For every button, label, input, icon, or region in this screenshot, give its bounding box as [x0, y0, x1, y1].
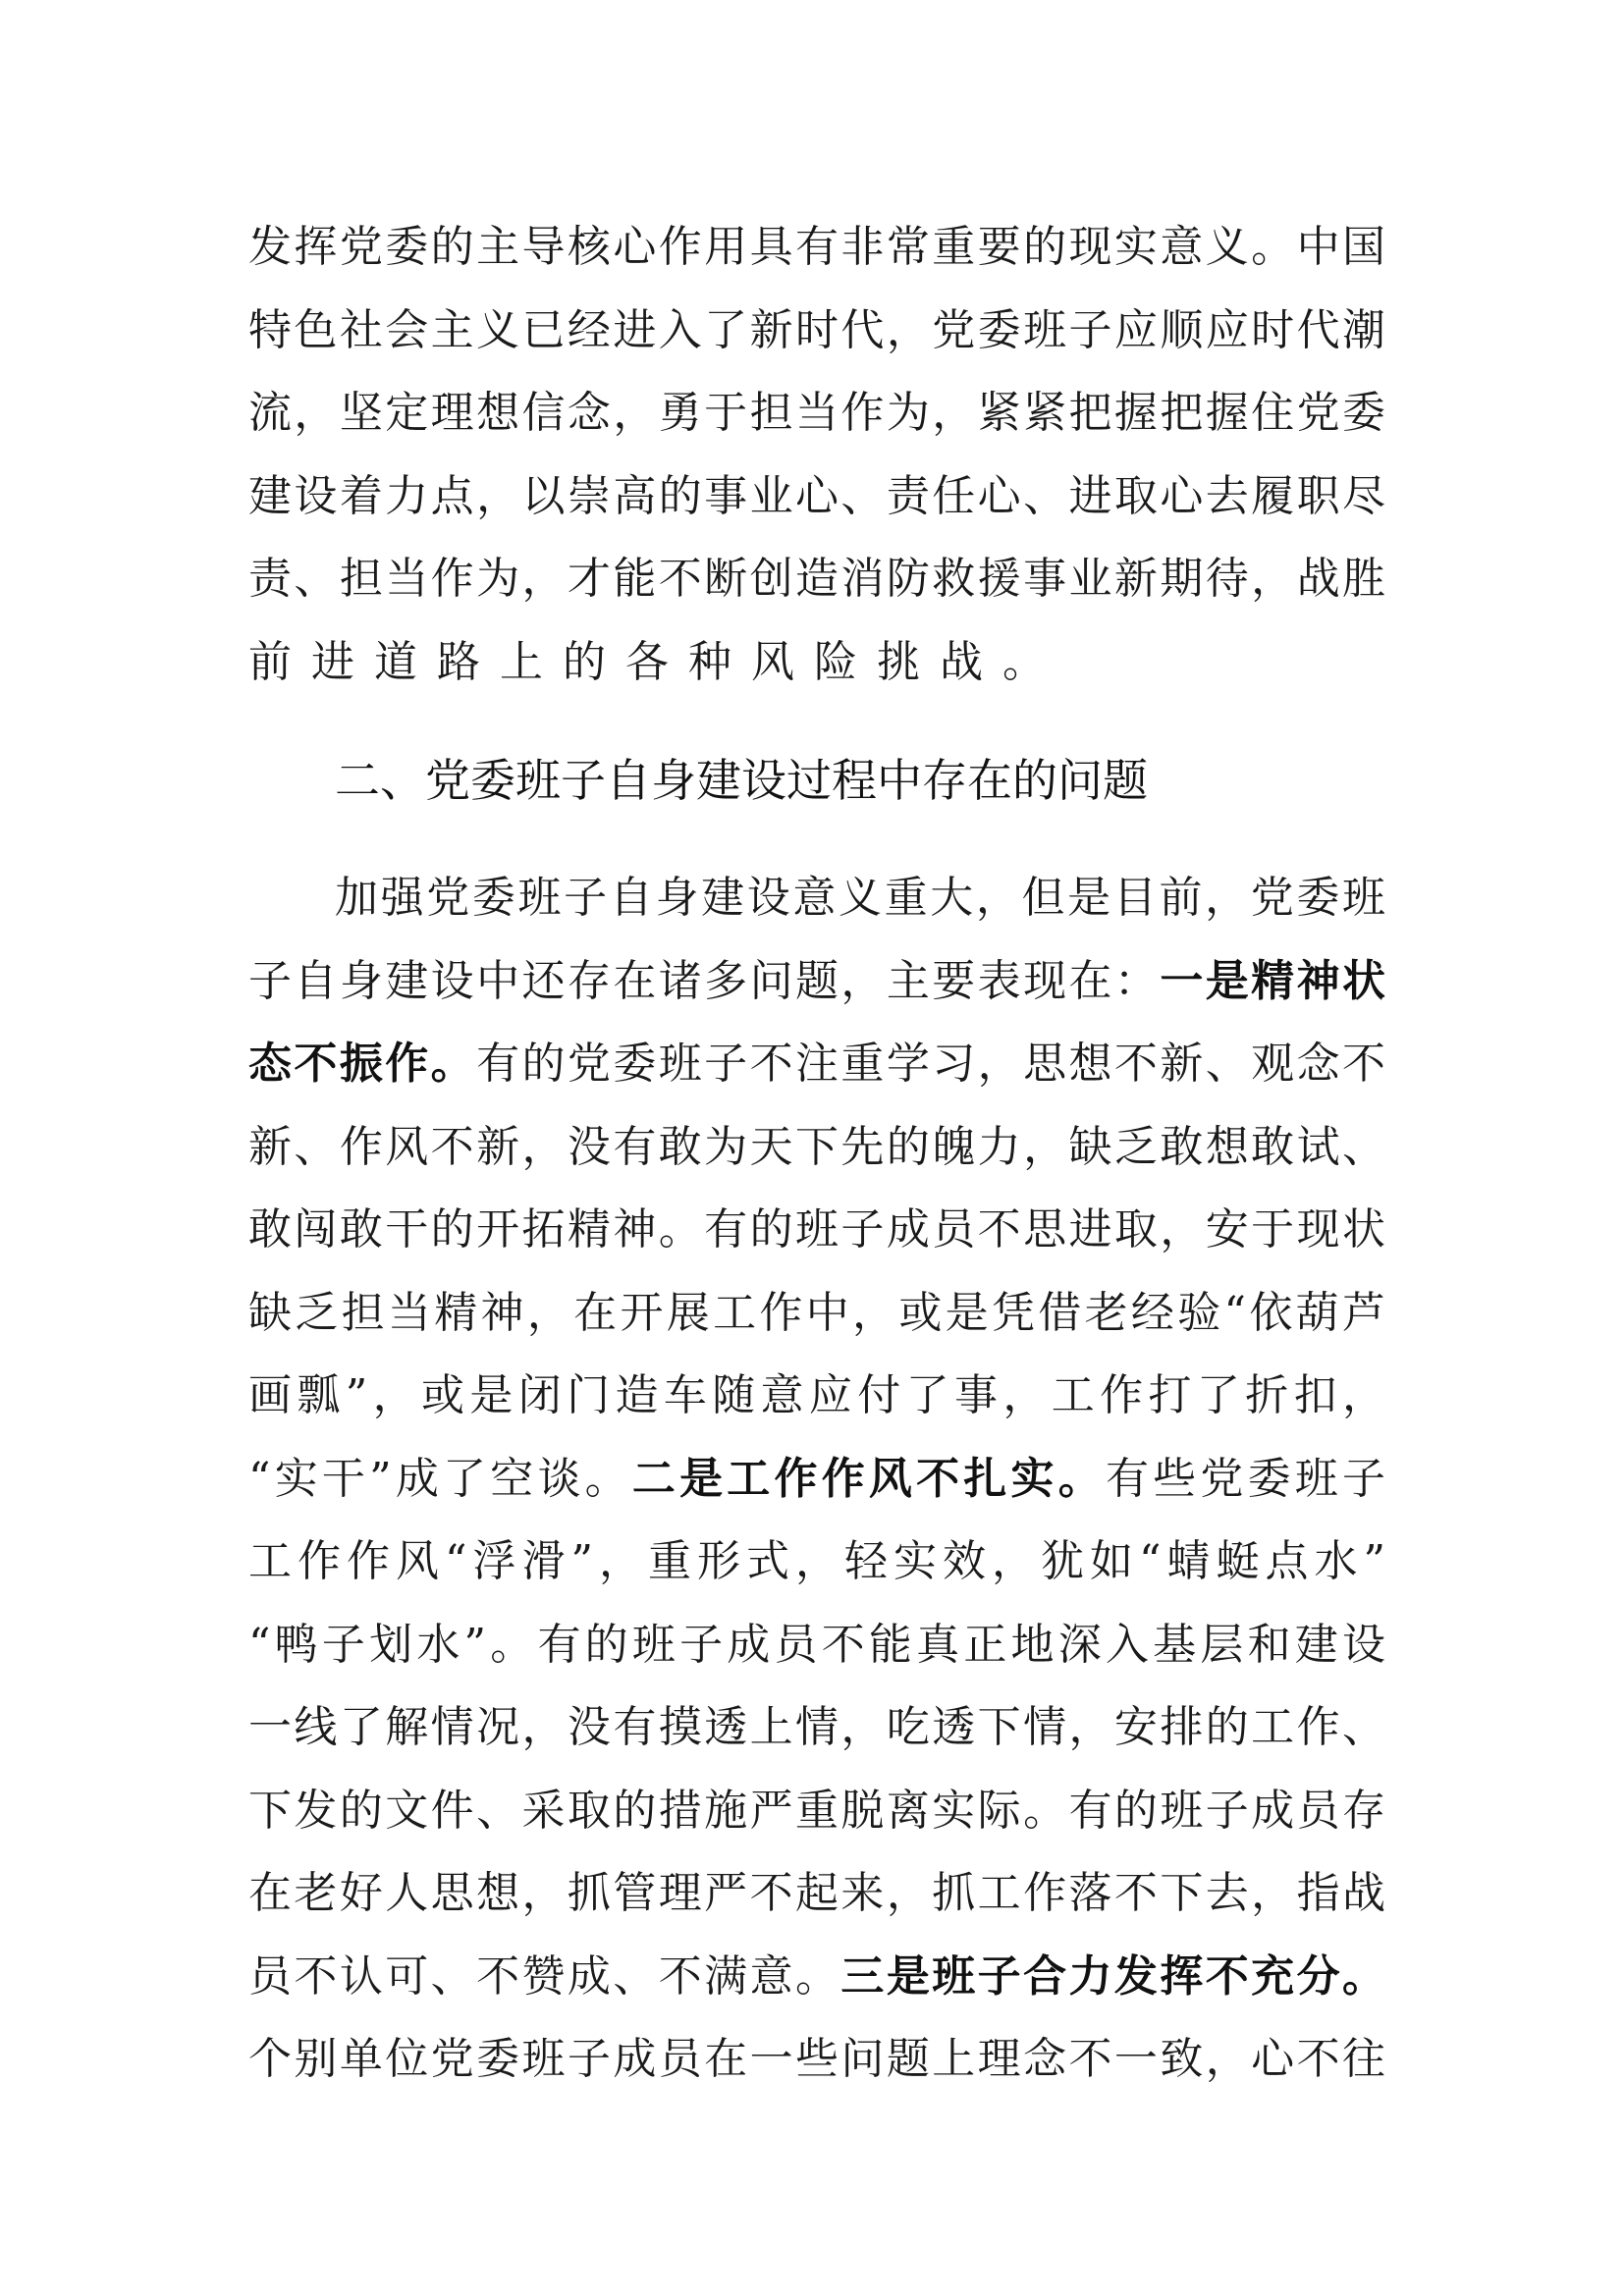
text-line	[248, 857, 1385, 940]
text-line	[248, 1936, 1385, 2019]
bold-emphasis: 二是工作作风不扎实。	[631, 1453, 1106, 1504]
text-line	[248, 372, 1385, 455]
text-line	[248, 1852, 1385, 1936]
text-segment: 特色社会主义已经进入了新时代，党委班子应顺应时代潮	[248, 304, 1385, 355]
text-line	[248, 2018, 1385, 2102]
text-line	[248, 621, 1385, 705]
text-line	[248, 455, 1385, 539]
bold-emphasis: 态不振作。	[248, 1039, 477, 1089]
text-segment: “实干”成了空谈。	[248, 1453, 632, 1504]
text-segment: 在老好人思想，抓管理严不起来，抓工作落不下去，指战	[248, 1868, 1385, 1918]
text-line	[248, 206, 1385, 290]
text-segment: 一线了解情况，没有摸透上情，吃透下情，安排的工作、	[248, 1702, 1385, 1752]
text-line	[248, 1770, 1385, 1853]
text-line	[248, 1272, 1385, 1356]
text-line	[248, 1604, 1385, 1687]
text-segment: 流，坚定理想信念，勇于担当作为，紧紧把握把握住党委	[248, 388, 1385, 438]
text-segment: 个别单位党委班子成员在一些问题上理念不一致，心不往	[248, 2034, 1385, 2084]
text-segment: “鸭子划水”。有的班子成员不能真正地深入基层和建设	[248, 1619, 1385, 1670]
section-heading: 二、党委班子自身建设过程中存在的问题	[335, 754, 1148, 807]
text-line	[248, 940, 1385, 1024]
paragraph-1	[248, 206, 1385, 704]
text-segment: 前进道路上的各种风险挑战。	[248, 636, 1065, 687]
text-segment: 责、担当作为，才能不断创造消防救援事业新期待，战胜	[248, 554, 1385, 604]
text-segment: 员不认可、不赞成、不满意。	[248, 1950, 841, 2002]
text-line	[248, 1686, 1385, 1770]
text-line	[248, 1355, 1385, 1438]
bold-emphasis: 一是精神状	[1160, 955, 1386, 1006]
text-segment: 有的党委班子不注重学习，思想不新、观念不	[476, 1039, 1386, 1089]
text-segment: 加强党委班子自身建设意义重大，但是目前，党委班	[335, 873, 1385, 923]
text-line	[248, 1023, 1385, 1106]
text-line	[248, 290, 1385, 373]
text-line	[248, 1106, 1385, 1190]
paragraph-2	[248, 857, 1385, 2102]
text-line	[248, 1521, 1385, 1604]
text-segment: 敢闯敢干的开拓精神。有的班子成员不思进取，安于现状	[248, 1204, 1385, 1255]
text-segment: 下发的文件、采取的措施严重脱离实际。有的班子成员存	[248, 1785, 1385, 1836]
text-segment: 缺乏担当精神，在开展工作中，或是凭借老经验“依葫芦	[248, 1287, 1385, 1338]
text-segment: 有些党委班子	[1105, 1453, 1386, 1504]
text-line	[248, 538, 1385, 621]
text-segment: 子自身建设中还存在诸多问题，主要表现在：	[248, 955, 1161, 1006]
text-segment: 发挥党委的主导核心作用具有非常重要的现实意义。中国	[248, 222, 1385, 272]
text-segment: 建设着力点，以崇高的事业心、责任心、进取心去履职尽	[248, 470, 1385, 521]
text-segment: 新、作风不新，没有敢为天下先的魄力，缺乏敢想敢试、	[248, 1121, 1385, 1172]
text-line	[248, 1438, 1385, 1522]
text-segment: 画瓢”，或是闭门造车随意应付了事，工作打了折扣，	[248, 1370, 1385, 1420]
text-line	[248, 1189, 1385, 1272]
bold-emphasis: 三是班子合力发挥不充分。	[840, 1950, 1386, 2002]
text-segment: 工作作风“浮滑”，重形式，轻实效，犹如“蜻蜓点水”	[248, 1536, 1385, 1586]
